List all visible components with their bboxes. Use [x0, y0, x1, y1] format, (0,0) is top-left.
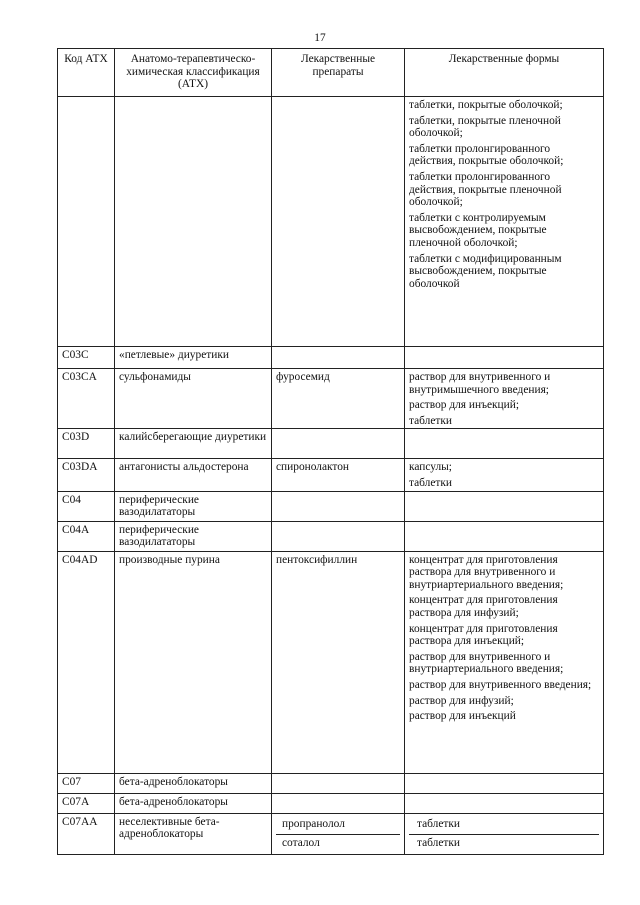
drug-cell	[272, 369, 405, 429]
dosage-form-item: раствор для инъекций	[409, 710, 516, 723]
header-code: Код АТХ	[58, 49, 115, 97]
dosage-form-item: таблетки	[409, 834, 599, 853]
table-row	[58, 347, 604, 369]
dosage-forms-cell	[405, 459, 604, 491]
dosage-forms-cell	[405, 793, 604, 813]
dosage-form-item: раствор для внутривенного введения;	[409, 678, 592, 691]
atc-code-cell: C07A	[58, 793, 115, 813]
dosage-form-item: концентрат для приготовления раствора для инъекций;	[409, 622, 558, 648]
atc-code-cell: C03D	[58, 429, 115, 459]
dosage-form-item: концентрат для приготовления раствора для инфузий;	[409, 594, 558, 619]
atc-code-cell: C07	[58, 773, 115, 793]
drug-cell	[272, 551, 405, 773]
drug-name: соталол	[276, 834, 400, 853]
dosage-form-item: таблетки с контролируемым высвобождением, покрытые пленочной оболочкой;	[409, 211, 547, 249]
table-row	[58, 521, 604, 551]
atc-code-cell	[58, 97, 115, 347]
classification-cell: бета-адреноблокаторы	[115, 773, 272, 793]
classification-cell: неселективные бета-адреноблокаторы	[115, 813, 272, 854]
dosage-form-item: раствор для инъекций;	[409, 399, 520, 412]
table-row	[58, 97, 604, 347]
drug-cell	[272, 429, 405, 459]
dosage-form-item: таблетки пролонгированного действия, покрытые оболочкой;	[409, 142, 564, 168]
drug-cell	[272, 813, 405, 854]
atc-code-cell: C04AD	[58, 551, 115, 773]
dosage-form-item: таблетки	[409, 476, 453, 489]
table-body	[58, 97, 604, 855]
drug-name: спиронолактон	[276, 461, 350, 474]
dosage-forms-cell	[405, 813, 604, 854]
drug-name: пентоксифиллин	[276, 553, 358, 566]
dosage-form-item: таблетки	[409, 414, 453, 427]
dosage-form-item: таблетки, покрытые пленочной оболочкой;	[409, 114, 561, 140]
dosage-forms-cell	[405, 347, 604, 369]
drug-cell	[272, 97, 405, 347]
table-row	[58, 369, 604, 429]
atc-code-cell: C07AA	[58, 813, 115, 854]
table-row	[58, 813, 604, 854]
dosage-forms-cell	[405, 97, 604, 347]
drug-cell	[272, 459, 405, 491]
header-forms: Лекарственные формы	[405, 49, 604, 97]
classification-cell: периферические вазодилататоры	[115, 491, 272, 521]
drug-cell	[272, 793, 405, 813]
atc-table	[57, 48, 604, 855]
classification-cell: периферические вазодилататоры	[115, 521, 272, 551]
drug-cell	[272, 491, 405, 521]
dosage-forms-cell	[405, 429, 604, 459]
dosage-form-item: концентрат для приготовления раствора для внутривенного и внутриартериального введения;	[409, 553, 564, 591]
atc-code-cell: C03DA	[58, 459, 115, 491]
table-row	[58, 429, 604, 459]
atc-code-cell: C04	[58, 491, 115, 521]
table-row	[58, 773, 604, 793]
classification-cell: сульфонамиды	[115, 369, 272, 429]
table-row	[58, 551, 604, 773]
header-classification: Анатомо-терапевтическо-химическая классификация (АТХ)	[115, 49, 272, 97]
classification-cell: калийсберегающие диуретики	[115, 429, 272, 459]
atc-code-cell: C03CA	[58, 369, 115, 429]
dosage-form-item: таблетки	[417, 817, 461, 830]
table-row	[58, 793, 604, 813]
dosage-form-item: раствор для внутривенного и внутримышечного введения;	[409, 371, 551, 396]
classification-cell	[115, 97, 272, 347]
dosage-form-item: таблетки пролонгированного действия, покрытые пленочной оболочкой;	[409, 170, 562, 209]
dosage-forms-cell	[405, 773, 604, 793]
dosage-forms-cell	[405, 521, 604, 551]
dosage-forms-cell	[405, 551, 604, 773]
atc-code-cell: C04A	[58, 521, 115, 551]
dosage-form-item: таблетки с модифицированным высвобождением, покрытые оболочкой	[409, 252, 562, 290]
header-drugs: Лекарственные препараты	[272, 49, 405, 97]
page-number: 17	[314, 32, 326, 44]
drug-name: фуросемид	[276, 371, 330, 383]
classification-cell: бета-адреноблокаторы	[115, 793, 272, 813]
dosage-form-item: таблетки, покрытые оболочкой;	[409, 99, 563, 111]
drug-cell	[272, 521, 405, 551]
classification-cell: антагонисты альдостерона	[115, 459, 272, 491]
classification-cell: производные пурина	[115, 551, 272, 773]
dosage-form-item: капсулы;	[409, 461, 452, 474]
drug-cell	[272, 347, 405, 369]
atc-code-cell: C03C	[58, 347, 115, 369]
table-row	[58, 491, 604, 521]
drug-cell	[272, 773, 405, 793]
table-row	[58, 459, 604, 491]
classification-cell: «петлевые» диуретики	[115, 347, 272, 369]
dosage-form-item: раствор для инфузий;	[409, 694, 514, 707]
table-header-row	[58, 49, 604, 97]
drug-name: пропранолол	[282, 817, 345, 830]
dosage-forms-cell	[405, 369, 604, 429]
dosage-form-item: раствор для внутривенного и внутриартериального введения;	[409, 650, 564, 676]
dosage-forms-cell	[405, 491, 604, 521]
